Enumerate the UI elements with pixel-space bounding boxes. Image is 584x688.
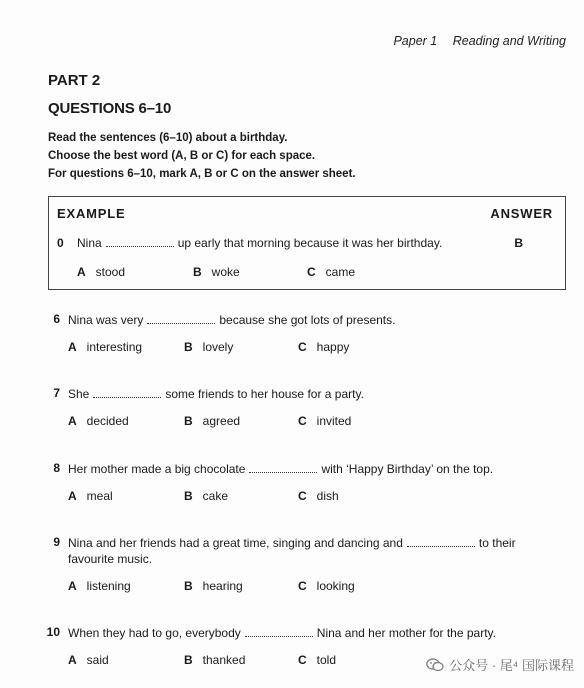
option-c [298, 414, 351, 428]
option-letter: A [68, 653, 77, 667]
question-sentence [68, 386, 538, 402]
page-header [393, 34, 566, 48]
option-b [184, 653, 245, 667]
option-letter: C [307, 265, 316, 279]
watermark [426, 655, 574, 674]
answer-blank [93, 387, 161, 398]
sentence-after: Nina and her mother for the party. [316, 626, 496, 640]
section-label: Reading and Writing [452, 34, 566, 48]
option-letter: A [68, 414, 77, 428]
option-word: cake [202, 489, 229, 503]
option-a [77, 265, 125, 279]
option-b [184, 414, 240, 428]
answer-blank [147, 313, 215, 324]
answer-label: ANSWER [490, 206, 553, 221]
wechat-icon [426, 658, 444, 672]
option-word: happy [316, 340, 350, 354]
question-number: 6 [53, 312, 60, 326]
option-c [298, 489, 339, 503]
option-word: looking [316, 579, 355, 593]
paper-label: Paper 1 [393, 34, 438, 48]
instruction-line: Read the sentences (6–10) about a birthday. [48, 132, 288, 144]
option-a [68, 579, 131, 593]
question-number: 8 [53, 461, 60, 475]
questions-heading: QUESTIONS 6–10 [48, 100, 172, 117]
option-letter: A [68, 579, 77, 593]
question-sentence [68, 625, 538, 641]
sentence-before: Nina and her friends had a great time, singing and dancing and [68, 536, 403, 550]
option-letter: B [184, 579, 193, 593]
question-number: 10 [46, 625, 60, 639]
answer-blank [245, 626, 313, 637]
option-letter: C [298, 489, 307, 503]
instruction-line: For questions 6–10, mark A, B or C on the answer sheet. [48, 168, 356, 180]
answer-blank [249, 462, 317, 473]
sentence-before: Nina [77, 236, 102, 250]
option-letter: B [184, 653, 193, 667]
option-word: invited [316, 414, 352, 428]
option-letter: C [298, 414, 307, 428]
question-number: 9 [53, 535, 60, 549]
option-letter: C [298, 653, 307, 667]
watermark-text: 公众号 · 尾⁴ 国际课程 [449, 658, 574, 673]
sentence-after: some friends to her house for a party. [165, 387, 364, 401]
sentence-before: Her mother made a big chocolate [68, 462, 246, 476]
sentence-after: up early that morning because it was her birthday. [177, 236, 443, 250]
example-box [48, 196, 566, 290]
option-word: woke [211, 265, 240, 279]
answer-blank [407, 536, 475, 547]
example-sentence [77, 236, 442, 250]
option-c [298, 340, 349, 354]
option-letter: B [184, 340, 193, 354]
option-word: came [325, 265, 356, 279]
question-number: 7 [53, 386, 60, 400]
instruction-line: Choose the best word (A, B or C) for each space. [48, 150, 316, 162]
question-sentence [68, 312, 538, 328]
option-letter: A [68, 489, 77, 503]
answer-blank [106, 236, 174, 247]
option-word: interesting [86, 340, 143, 354]
option-b [184, 579, 243, 593]
option-word: listening [86, 579, 131, 593]
option-c [298, 579, 355, 593]
option-b [193, 265, 240, 279]
option-word: meal [86, 489, 113, 503]
question-sentence [68, 535, 538, 567]
option-c [307, 265, 355, 279]
example-number: 0 [57, 236, 64, 250]
option-word: thanked [202, 653, 246, 667]
example-answer: B [514, 236, 523, 250]
option-letter: B [184, 414, 193, 428]
option-word: decided [86, 414, 129, 428]
part-heading: PART 2 [48, 72, 101, 89]
sentence-before: She [68, 387, 90, 401]
question-sentence [68, 461, 538, 477]
option-letter: B [184, 489, 193, 503]
option-a [68, 414, 129, 428]
example-label: EXAMPLE [57, 206, 126, 221]
sentence-after: to their [478, 536, 516, 550]
option-letter: C [298, 340, 307, 354]
option-letter: B [193, 265, 202, 279]
option-word: hearing [202, 579, 243, 593]
option-letter: C [298, 579, 307, 593]
option-a [68, 340, 142, 354]
option-letter: A [77, 265, 86, 279]
option-b [184, 340, 233, 354]
option-letter: A [68, 340, 77, 354]
sentence-before: Nina was very [68, 313, 144, 327]
option-b [184, 489, 228, 503]
option-word: said [86, 653, 109, 667]
option-a [68, 489, 113, 503]
sentence-before: When they had to go, everybody [68, 626, 241, 640]
option-word: stood [95, 265, 126, 279]
option-word: lovely [202, 340, 234, 354]
sentence-after: with ‘Happy Birthday’ on the top. [321, 462, 494, 476]
sentence-after: because she got lots of presents. [219, 313, 396, 327]
option-a [68, 653, 109, 667]
option-word: told [316, 653, 337, 667]
option-c [298, 653, 336, 667]
option-word: dish [316, 489, 339, 503]
option-word: agreed [202, 414, 241, 428]
sentence-continuation: favourite music. [68, 552, 153, 566]
